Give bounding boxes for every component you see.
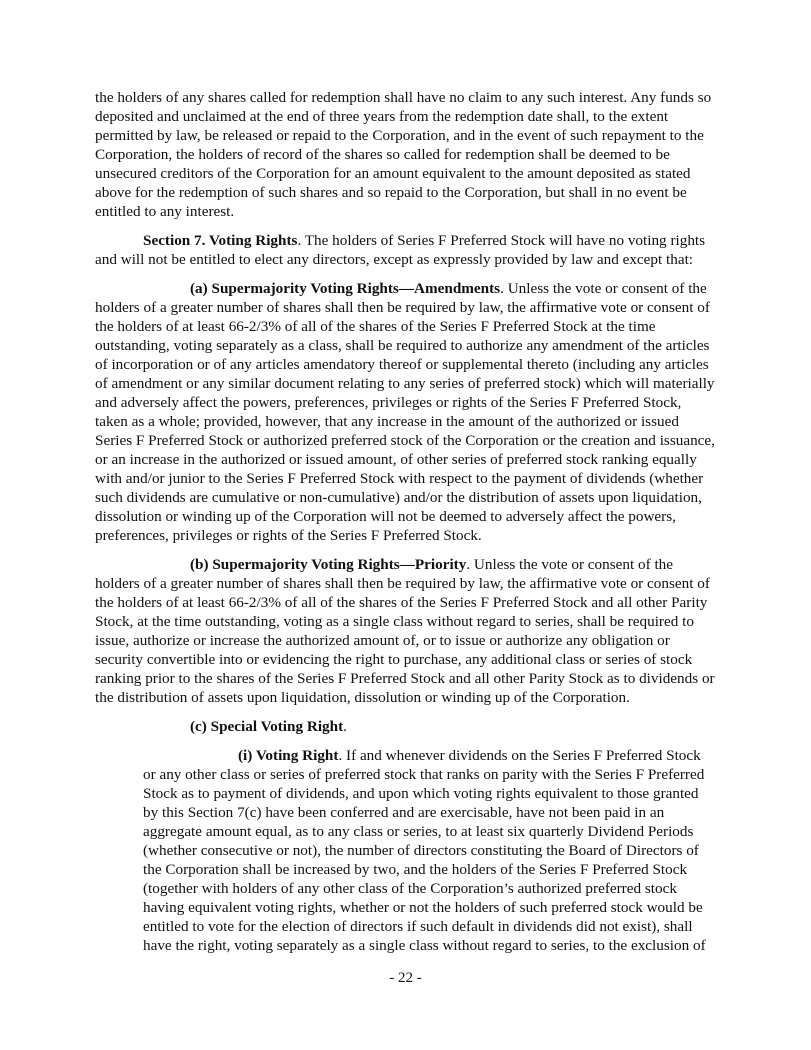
subsection-c-heading: (c) Special Voting Right [190,718,344,735]
page-number: - 22 - [389,970,422,986]
subsection-b-paragraph [95,555,715,707]
subsection-b-heading: (b) Supermajority Voting Rights—Priority [190,556,467,573]
section-7-text: . The holders of Series F Preferred Stock will have no voting rights and will not be entitled to elect any directors, except as expressly provided by law and except that: [95,232,706,268]
subsection-c-paragraph [190,717,715,736]
section-7-paragraph [95,231,715,269]
subsection-a-paragraph [95,279,715,545]
subsection-c-i-heading: (i) Voting Right [238,747,339,764]
continuation-paragraph: the holders of any shares called for redemption shall have no claim to any such interest. Any funds so deposited and unclaimed at the end of three years from the redemption date shall, to the extent permitted by law, be released or repaid to the Corporation, and in the event of such repayment to the Corporation, the holders of record of the shares so called for redemption shall be deemed to be unsecured creditors of the Corporation for an amount equivalent to the amount deposited as stated above for the redemption of such shares and so repaid to the Corporation, but shall in no event be entitled to any interest. [95,89,712,220]
subsection-c-text: . [343,718,347,735]
subsection-c-i-paragraph [143,746,715,955]
subsection-a-text: . Unless the vote or consent of the holders of a greater number of shares shall then be required by law, the affirmative vote or consent of the holders of at least 66-2/3% of all of the shares of the Series F Preferred Stock at the time outstanding, voting separately as a class, shall be required to authorize any amendment of the articles of incorporation or of any articles amendatory thereof or supplemental thereto (including any articles of amendment or any similar document relating to any series of preferred stock) which will materially and adversely affect the powers, preferences, privileges or rights of the Series F Preferred Stock, taken as a whole; provided, however, that any increase in the amount of the authorized or issued Series F Preferred Stock or authorized preferred stock of the Corporation or the creation and issuance, or an increase in the authorized or issued amount, of other series of preferred stock ranking equally with and/or junior to the Series F Preferred Stock with respect to the payment of dividends (whether such dividends are cumulative or non-cumulative) and/or the distribution of assets upon liquidation, dissolution or winding up of the Corporation will not be deemed to adversely affect the powers, preferences, privileges or rights of the Series F Preferred Stock. [95,280,715,544]
document-page [95,88,715,965]
section-7-heading: Section 7. Voting Rights [143,232,298,249]
subsection-c-i-text: . If and whenever dividends on the Series F Preferred Stock or any other class or series of preferred stock that ranks on parity with the Series F Preferred Stock as to payment of dividends, and upon which voting rights equivalent to those granted by this Section 7(c) have been conferred and are exercisable, have not been paid in an aggregate amount equal, as to any class or series, to at least six quarterly Dividend Periods (whether consecutive or not), the number of directors constituting the Board of Directors of the Corporation shall be increased by two, and the holders of the Series F Preferred Stock (together with holders of any other class of the Corporation’s authorized preferred stock having equivalent voting rights, whether or not the holders of such preferred stock would be entitled to vote for the election of directors if such default in dividends did not exist), shall have the right, voting separately as a single class without regard to series, to the exclusion of [143,747,706,954]
subsection-b-text: . Unless the vote or consent of the holders of a greater number of shares shall then be required by law, the affirmative vote or consent of the holders of at least 66-2/3% of all of the shares of the Series F Preferred Stock and all other Parity Stock, at the time outstanding, voting as a single class without regard to series, shall be required to issue, authorize or increase the authorized amount of, or to issue or authorize any obligation or security convertible into or evidencing the right to purchase, any additional class or series of stock ranking prior to the shares of the Series F Preferred Stock and all other Parity Stock as to dividends or the distribution of assets upon liquidation, dissolution or winding up of the Corporation. [95,556,715,706]
subsection-a-heading: (a) Supermajority Voting Rights—Amendments [190,280,501,297]
